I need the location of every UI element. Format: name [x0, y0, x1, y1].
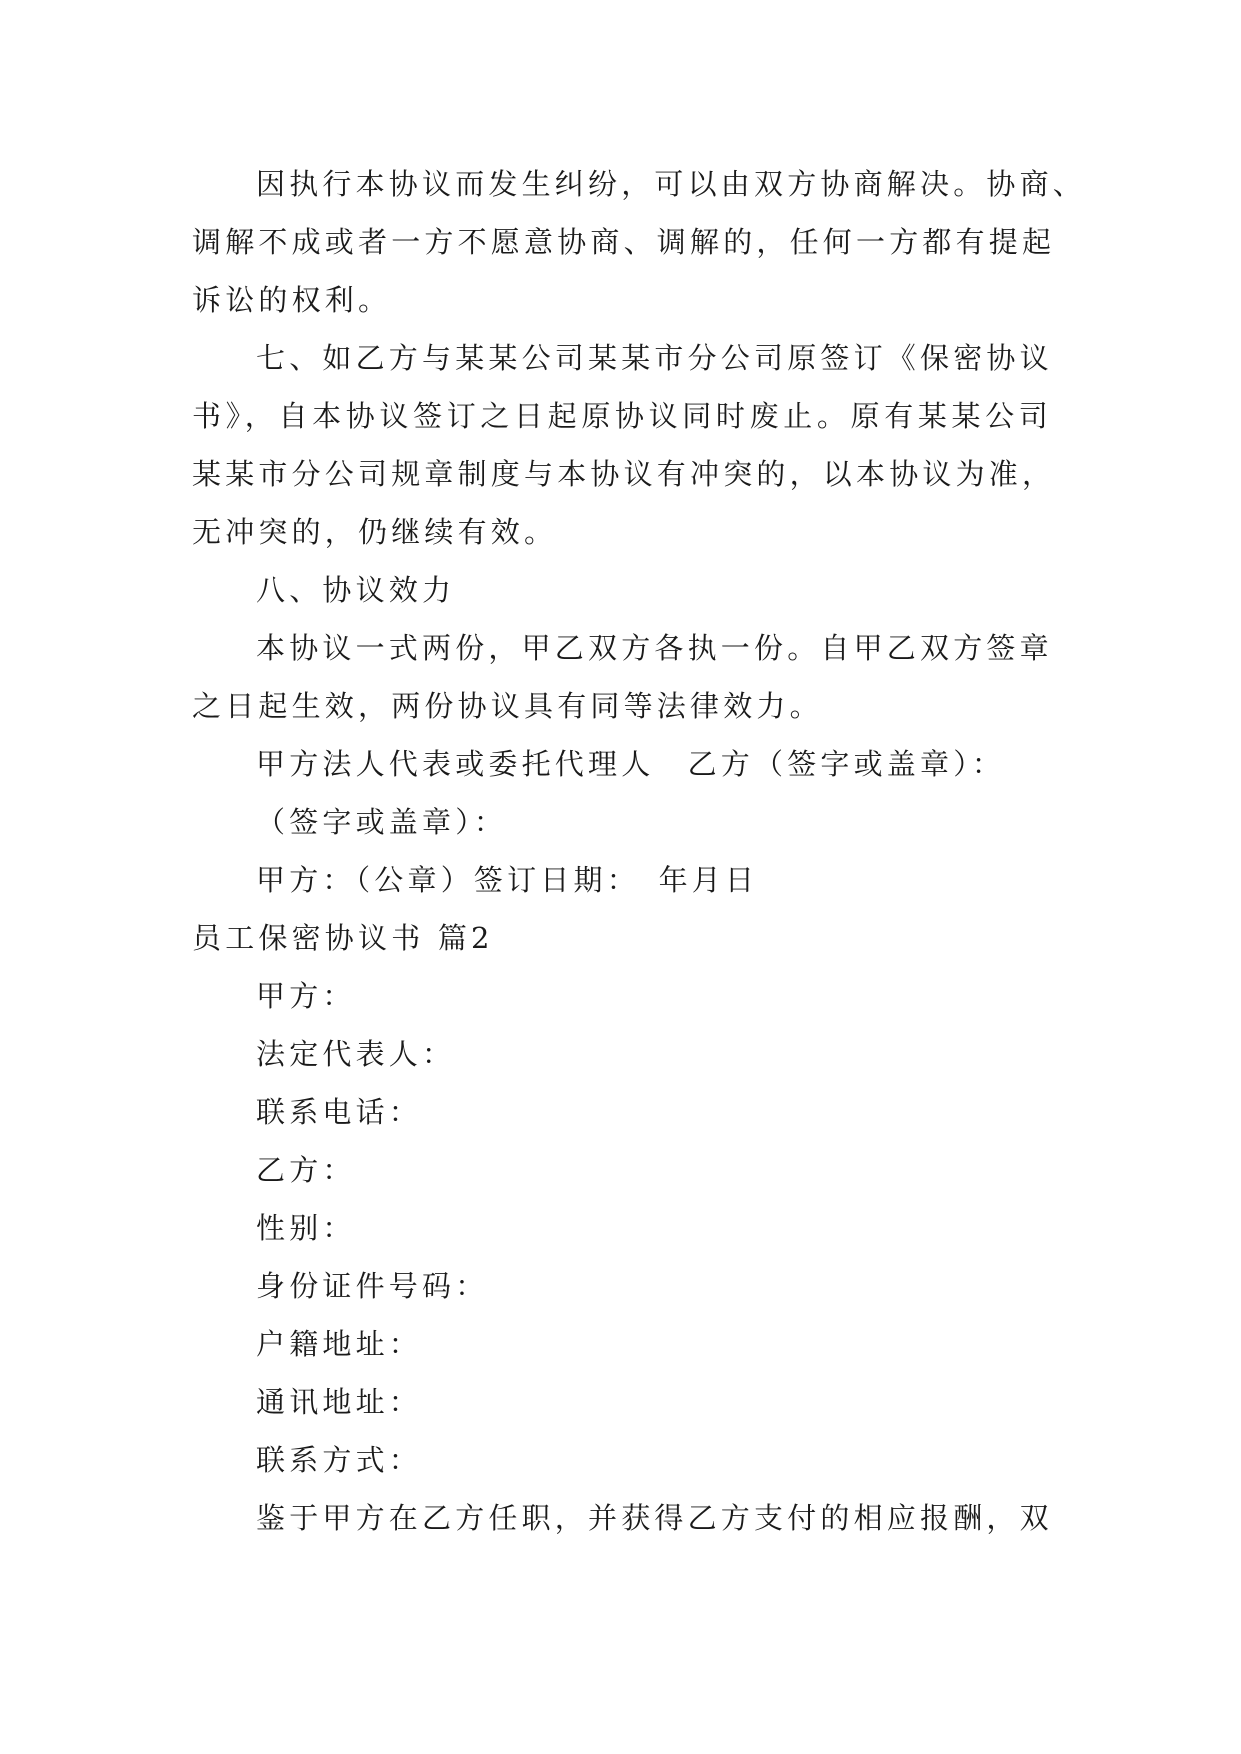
field-label: 法定代表人：	[256, 1037, 456, 1071]
field-label: 户籍地址：	[256, 1327, 423, 1361]
paragraph-line: 鉴于甲方在乙方任职，并获得乙方支付的相应报酬，双	[256, 1501, 1053, 1535]
paragraph-line: 调解不成或者一方不愿意协商、调解的，任何一方都有提起	[192, 225, 1056, 259]
field-label: 身份证件号码：	[256, 1269, 489, 1303]
signature-date-line: 甲方：（公章）签订日期： 年月日	[256, 863, 759, 897]
clause-seven-line: 七、如乙方与某某公司某某市分公司原签订《保密协议	[256, 341, 1053, 375]
field-label: 甲方：	[256, 979, 356, 1013]
paragraph-line: 本协议一式两份，甲乙双方各执一份。自甲乙双方签章	[256, 631, 1053, 665]
signature-line: 甲方法人代表或委托代理人 乙方（签字或盖章）：	[256, 747, 1006, 781]
field-label: 联系方式：	[256, 1443, 423, 1477]
paragraph-line: 之日起生效，两份协议具有同等法律效力。	[192, 689, 823, 723]
paragraph-line: 书》，自本协议签订之日起原协议同时废止。原有某某公司	[192, 399, 1052, 433]
field-label: 联系电话：	[256, 1095, 423, 1129]
paragraph-line: 无冲突的，仍继续有效。	[192, 515, 558, 549]
section-title: 员工保密协议书 篇2	[192, 921, 494, 955]
paragraph-line: 某某市分公司规章制度与本协议有冲突的，以本协议为准，	[192, 457, 1056, 491]
clause-eight-heading: 八、协议效力	[256, 573, 456, 607]
signature-line: （签字或盖章）：	[256, 805, 508, 839]
paragraph-line: 诉讼的权利。	[192, 283, 392, 317]
field-label: 性别：	[256, 1211, 356, 1245]
paragraph-line: 因执行本协议而发生纠纷，可以由双方协商解决。协商、	[256, 167, 1087, 201]
field-label: 乙方：	[256, 1153, 356, 1187]
field-label: 通讯地址：	[256, 1385, 423, 1419]
